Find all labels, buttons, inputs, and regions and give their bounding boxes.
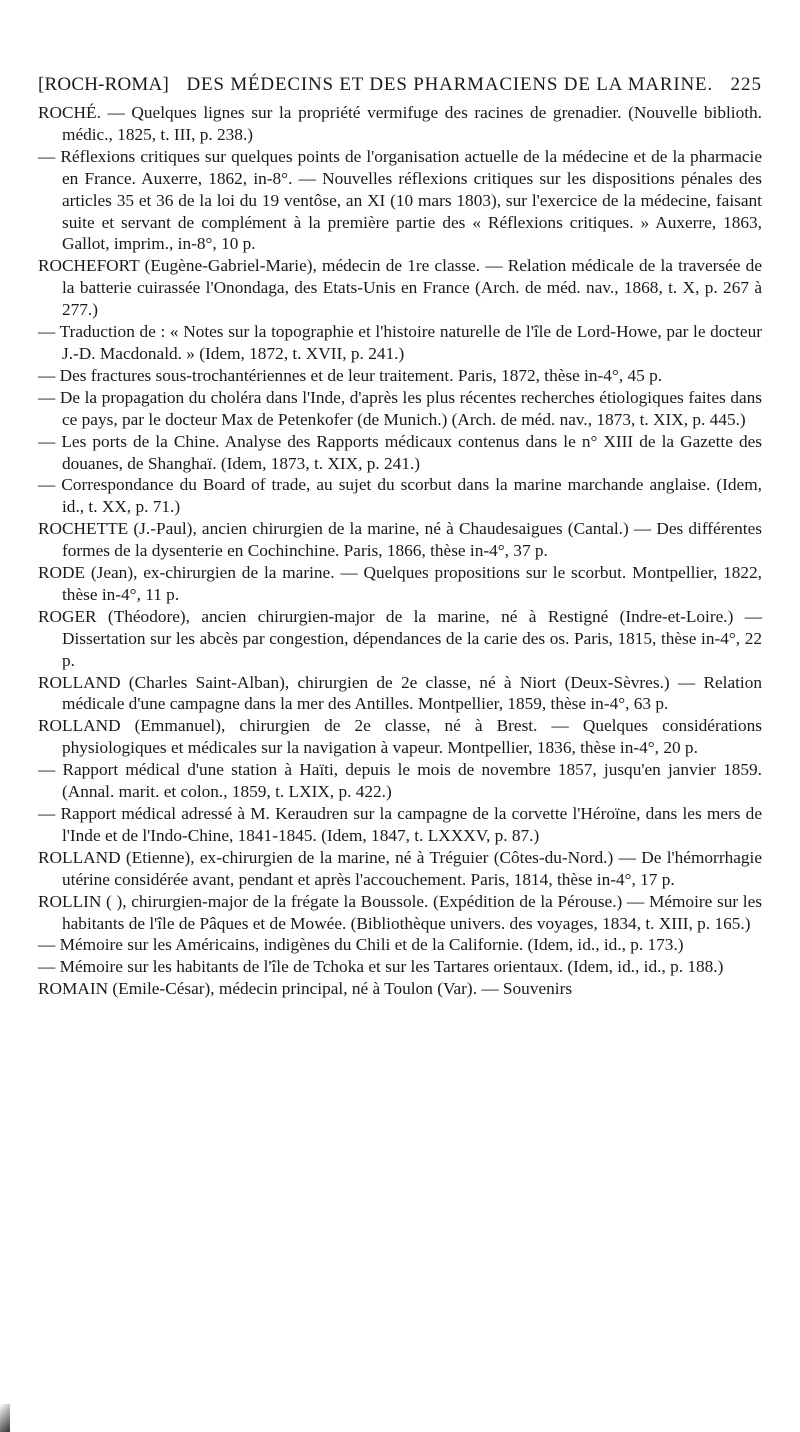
entry-romain: ROMAIN (Emile-César), médecin principal, né à Toulon (Var). — Souvenirs [38,979,573,999]
running-head [38,74,762,96]
entry-rollin-1: ROLLIN ( ), chirurgien-major de la frégate la Boussole. (Expédition de la Pérouse.) — Mémoire sur les habitants de l'île de Pâques et de Mowée. (Bibliothèque univers. des voyages, 1834, t. XIII, p. 165.) [38,891,762,933]
entry-roger: ROGER (Théodore), ancien chirurgien-major de la marine, né à Restigné (Indre-et-Loire.) — Dissertation sur les abcès par congestion, dépendances de la carie des os. Paris, 1815, thèse in-4°, 22 p. [38,606,762,670]
entry-rochette: ROCHETTE (J.-Paul), ancien chirurgien de la marine, né à Chaudesaigues (Cantal.) — Des différentes formes de la dysenterie en Cochinchine. Paris, 1866, thèse in-4°, 37 p. [38,519,762,561]
entry-rolland-etienne: ROLLAND (Etienne), ex-chirurgien de la marine, né à Tréguier (Côtes-du-Nord.) — De l'hémorrhagie utérine considérée avant, pendant et après l'accouchement. Paris, 1814, thèse in-4°, 17 p. [38,847,762,889]
entry-rochefort-6: — Correspondance du Board of trade, au sujet du scorbut dans la marine marchande anglaise. (Idem, id., t. XX, p. 71.) [38,475,762,517]
entry-rolland-emmanuel-1: ROLLAND (Emmanuel), chirurgien de 2e classe, né à Brest. — Quelques considérations physiologiques et médicales sur la navigation à vapeur. Montpellier, 1836, thèse in-4°, 20 p. [38,716,762,758]
entry-rochefort-1: ROCHEFORT (Eugène-Gabriel-Marie), médecin de 1re classe. — Relation médicale de la traversée de la batterie cuirassée l'Onondaga, des Etats-Unis en France (Arch. de méd. nav., 1868, t. X, p. 267 à 277.) [38,256,762,320]
entry-rolland-emmanuel-2: — Rapport médical d'une station à Haïti, depuis le mois de novembre 1857, jusqu'en janvier 1859. (Annal. marit. et colon., 1859, t. LXIX, p. 422.) [38,760,762,802]
entry-rochefort-5: — Les ports de la Chine. Analyse des Rapports médicaux contenus dans le n° XIII de la Gazette des douanes, de Shanghaï. (Idem, 1873, t. XIX, p. 241.) [38,431,762,473]
entry-rode: RODE (Jean), ex-chirurgien de la marine. — Quelques propositions sur le scorbut. Montpellier, 1822, thèse in-4°, 11 p. [38,563,762,604]
entry-rochefort-4: — De la propagation du choléra dans l'Inde, d'après les plus récentes recherches étiologiques faites dans ce pays, par le docteur Max de Petenkofer (de Munich.) (Arch. de méd. nav., 1873, t. XIX, p. 445.) [38,387,762,429]
entry-rochefort-3: — Des fractures sous-trochantériennes et de leur traitement. Paris, 1872, thèse in-4°, 45 p. [38,365,663,385]
entry-roche-1: ROCHÉ. — Quelques lignes sur la propriété vermifuge des racines de grenadier. (Nouvelle biblioth. médic., 1825, t. III, p. 238.) [38,103,762,144]
entry-rollin-3: — Mémoire sur les habitants de l'île de Tchoka et sur les Tartares orientaux. (Idem, id., id., p. 188.) [38,957,724,977]
entry-rolland-emmanuel-3: — Rapport médical adressé à M. Keraudren sur la campagne de la corvette l'Héroïne, dans les mers de l'Inde et de l'Indo-Chine, 1841-1845. (Idem, 1847, t. LXXXV, p. 87.) [38,804,762,845]
header-title: DES MÉDECINS ET DES PHARMACIENS DE LA MARINE. [186,74,713,95]
entry-rochefort-2: — Traduction de : « Notes sur la topographie et l'histoire naturelle de l'île de Lord-Howe, par le docteur J.-D. Macdonald. » (Idem, 1872, t. XVII, p. 241.) [38,322,762,363]
scan-edge-mark [0,1404,10,1432]
entry-rollin-2: — Mémoire sur les Américains, indigènes du Chili et de la Californie. (Idem, id., id., p. 173.) [38,935,684,955]
bibliography-entries [38,102,762,1000]
entry-rolland-charles: ROLLAND (Charles Saint-Alban), chirurgien de 2e classe, né à Niort (Deux-Sèvres.) — Relation médicale d'une campagne dans la mer des Antilles. Montpellier, 1859, thèse in-4°, 63 p. [38,672,762,714]
header-section-range: [ROCH-ROMA] [38,74,169,95]
page-number: 225 [730,74,762,95]
entry-roche-2: — Réflexions critiques sur quelques points de l'organisation actuelle de la médecine et de la pharmacie en France. Auxerre, 1862, in-8°. — Nouvelles réflexions critiques sur les dispositions pénales des articles 35 et 36 de la loi du 19 ventôse, an XI (10 mars 1803), sur l'exercice de la médecine, faisant suite et servant de complément à la première partie des « Réflexions critiques. » Auxerre, 1863, Gallot, imprim., in-8°, 10 p. [38,146,762,254]
